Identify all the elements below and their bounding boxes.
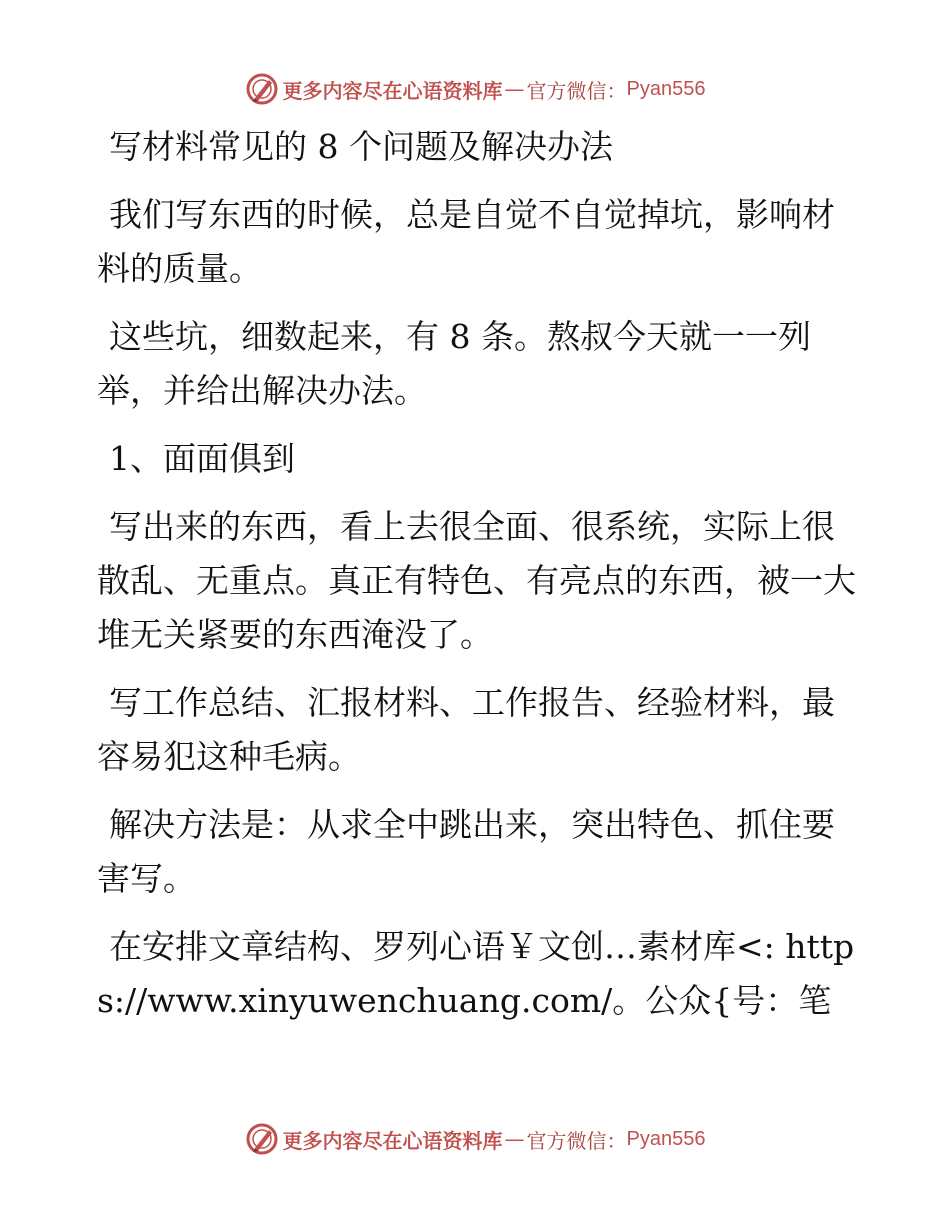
section-heading: 1、面面俱到 <box>109 439 295 478</box>
watermark-brand: 更多内容尽在心语资料库 <box>282 78 503 103</box>
watermark-dash: — <box>504 1127 525 1151</box>
paragraph: 在安排文章结构、罗列心语￥文创…素材库<: https://www.xinyuwenchuang.com/。公众{号：笔 <box>97 927 855 1020</box>
watermark-contact-label: 官方微信： <box>526 78 627 103</box>
paragraph: 这些坑，细数起来，有 8 条。熬叔今天就一一列举，并给出解决办法。 <box>97 317 811 410</box>
paragraph: 我们写东西的时候，总是自觉不自觉掉坑，影响材料的质量。 <box>97 195 835 288</box>
pen-nib-logo-icon <box>245 72 279 106</box>
watermark-contact-id: Pyan556 <box>626 77 706 100</box>
document-body <box>97 120 857 1042</box>
paragraph: 解决方法是：从求全中跳出来，突出特色、抓住要害写。 <box>97 805 835 898</box>
paragraph: 写工作总结、汇报材料、工作报告、经验材料，最容易犯这种毛病。 <box>97 683 835 776</box>
paragraph: 写出来的东西，看上去很全面、很系统，实际上很散乱、无重点。真正有特色、有亮点的东西，被一大堆无关紧要的东西淹没了。 <box>97 507 856 654</box>
pen-nib-logo-icon <box>245 1122 279 1156</box>
header-watermark <box>0 69 950 109</box>
footer-watermark <box>0 1119 950 1159</box>
watermark-contact-label: 官方微信： <box>526 1128 627 1153</box>
document-title: 写材料常见的 8 个问题及解决办法 <box>109 127 613 166</box>
watermark-dash: — <box>504 77 525 101</box>
watermark-brand: 更多内容尽在心语资料库 <box>282 1128 503 1153</box>
watermark-contact-id: Pyan556 <box>626 1127 706 1150</box>
